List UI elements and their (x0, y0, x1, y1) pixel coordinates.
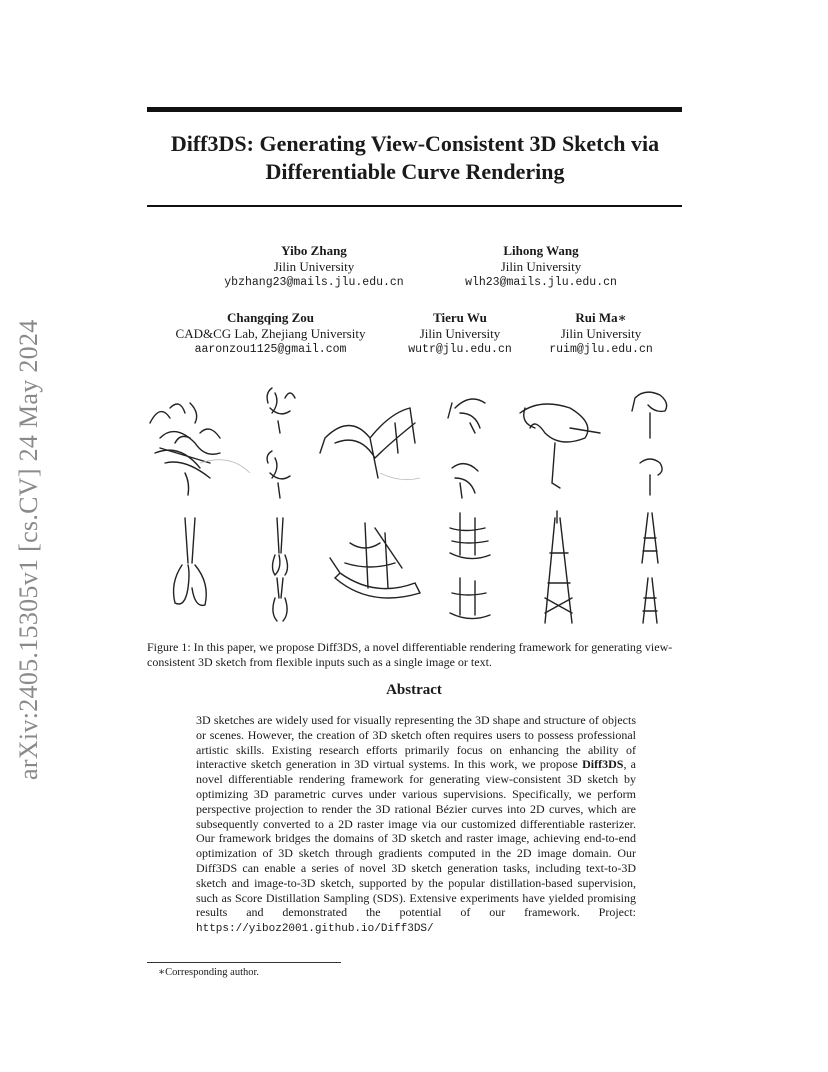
author-email: wlh23@mails.jlu.edu.cn (465, 276, 617, 289)
author-email: ruim@jlu.edu.cn (549, 343, 653, 356)
top-rule (147, 107, 682, 112)
author-name: Changqing Zou (226, 310, 315, 325)
sketch-tower-large (545, 511, 572, 623)
author-email: aaronzou1125@gmail.com (194, 343, 347, 356)
author-affiliation: Jilin University (560, 326, 642, 341)
author-affiliation: Jilin University (419, 326, 501, 341)
author-block (158, 310, 383, 358)
sketch-tower-small (642, 513, 658, 623)
author-affiliation: CAD&CG Lab, Zhejiang University (175, 326, 366, 341)
sketch-dragon-small (448, 399, 485, 498)
footnote: ∗Corresponding author. (158, 967, 260, 978)
author-block (426, 243, 656, 291)
abstract-body (196, 713, 636, 937)
sketch-dragon (320, 408, 420, 480)
figure-caption: Figure 1: In this paper, we propose Diff3DS, a novel differentiable rendering framework for generating view-consistent 3D sketch from flexible inputs such as a single image or text. (147, 640, 673, 669)
sketch-ship-small (450, 513, 490, 619)
title-line-1: Diff3DS: Generating View-Consistent 3D Sketch via (170, 131, 660, 156)
sketch-flamingo-small (632, 392, 667, 495)
paper-title (130, 130, 700, 186)
arxiv-side-label: arXiv:2405.15305v1 [cs.CV] 24 May 2024 (14, 319, 43, 780)
abstract-bold-method-name: Diff3DS (582, 757, 624, 772)
author-name: Rui Ma∗ (575, 310, 627, 325)
abstract-text-part-2: , a novel differentiable rendering framework for generating view-consistent 3D sketch by optimizing 3D parametric curves under various supervisions. Specifically, we perform perspective projection to render the 3D rational Bézier curves into 2D curves, which are subsequently converted to a 2D raster image via our customized differentiable rasterizer. Our framework bridges the domains of 3D sketch and raster image, achieving end-to-end optimization of 3D sketch through gradients computed in the 2D image domain. Our Diff3DS can enable a series of novel 3D sketch generation tasks, including text-to-3D sketch and image-to-3D sketch, supported by the popular distillation-based supervision, such as Score Distillation Sampling (SDS). Extensive experiments have yielded promising results and demonstrated the potential of our framework. Project: (196, 757, 637, 920)
project-url-link[interactable]: https://yiboz2001.github.io/Diff3DS/ (196, 923, 434, 936)
abstract-text-part-1: 3D sketches are widely used for visually representing the 3D shape and structure of objects or scenes. However, the creation of 3D sketch often requires users to possess professional artistic skills. Existing research efforts primarily focus on enhancing the ability of interactive sketch generation in 3D virtual systems. In this work, we propose (196, 713, 636, 772)
author-block (199, 243, 429, 291)
sketch-scissors-large (174, 518, 207, 605)
teaser-figure (140, 383, 688, 628)
author-affiliation: Jilin University (500, 259, 582, 274)
author-email: wutr@jlu.edu.cn (408, 343, 512, 356)
author-name: Yibo Zhang (281, 243, 347, 258)
author-email: ybzhang23@mails.jlu.edu.cn (224, 276, 404, 289)
title-bottom-rule (147, 205, 682, 207)
author-affiliation: Jilin University (273, 259, 355, 274)
author-name: Lihong Wang (503, 243, 579, 258)
footnote-rule (147, 962, 341, 963)
sketch-scissors-small (273, 518, 288, 621)
author-block (395, 310, 525, 358)
sketch-bird-large (150, 403, 250, 495)
title-line-2: Differentiable Curve Rendering (265, 159, 565, 184)
author-block (536, 310, 666, 358)
sketch-flamingo-large (520, 404, 600, 488)
author-name: Tieru Wu (433, 310, 487, 325)
abstract-heading: Abstract (386, 682, 442, 698)
sketch-bird-small (267, 388, 295, 498)
sketch-ship-large (330, 523, 420, 598)
